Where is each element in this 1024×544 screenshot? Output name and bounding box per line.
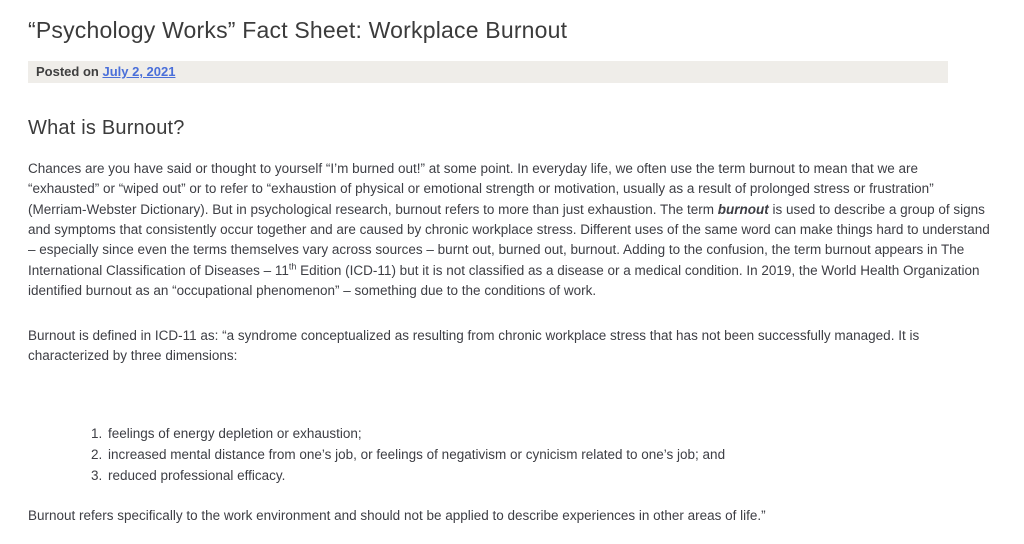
posted-bar <box>28 61 948 83</box>
posted-on-label: Posted on <box>36 63 99 79</box>
intro-text-part2: is used to describe a group of signs and symptoms that consistently occur together and are caused by chronic workplace stress. Different uses of the same word can make things hard to understand – especially since even the terms themselves vary across sources – burnt out, burned out, burnout. Adding to the confusion, the term burnout appears in The International Classification of Diseases – 11 <box>28 201 990 278</box>
paragraph-definition: Burnout is defined in ICD-11 as: “a syndrome conceptualized as resulting from chronic workplace stress that has not been successfully managed. It is characterized by three dimensions: <box>28 327 920 363</box>
dimension-item-3: 3. reduced professional efficacy. <box>106 466 990 487</box>
dimension-item-2: 2. increased mental distance from one’s job, or feelings of negativism or cynicism related to one’s job; and <box>106 445 990 466</box>
paragraph-intro <box>28 159 990 302</box>
ordinal-superscript: th <box>288 261 297 272</box>
intro-text-part3: Edition (ICD-11) but it is not classified as a disease or a medical condition. In 2019, the World Health Organization identified burnout as an “occupational phenomenon” – something due to the conditions of work. <box>28 262 980 299</box>
intro-text-part1: Chances are you have said or thought to yourself “I’m burned out!” at some point. In everyday life, we often use the term burnout to mean that we are “exhausted” or “wiped out” or to refer to “exhaustion of physical or emotional strength or motivation, usually as a result of prolonged stress or frustration” (Merriam-Webster Dictionary). But in psychological research, burnout refers to more than just exhaustion. The term <box>28 160 934 217</box>
dimension-item-1: 1. feelings of energy depletion or exhaustion; <box>106 424 990 445</box>
article-page <box>0 16 1024 544</box>
section-heading: What is Burnout? <box>28 116 185 139</box>
paragraph-closing: Burnout refers specifically to the work environment and should not be applied to describe experiences in other areas of life.” <box>28 508 766 524</box>
dimensions-list <box>106 424 990 486</box>
posted-date-link[interactable]: July 2, 2021 <box>102 63 176 79</box>
burnout-term-emphasis: burnout <box>717 201 769 217</box>
page-title: “Psychology Works” Fact Sheet: Workplace Burnout <box>28 17 568 43</box>
